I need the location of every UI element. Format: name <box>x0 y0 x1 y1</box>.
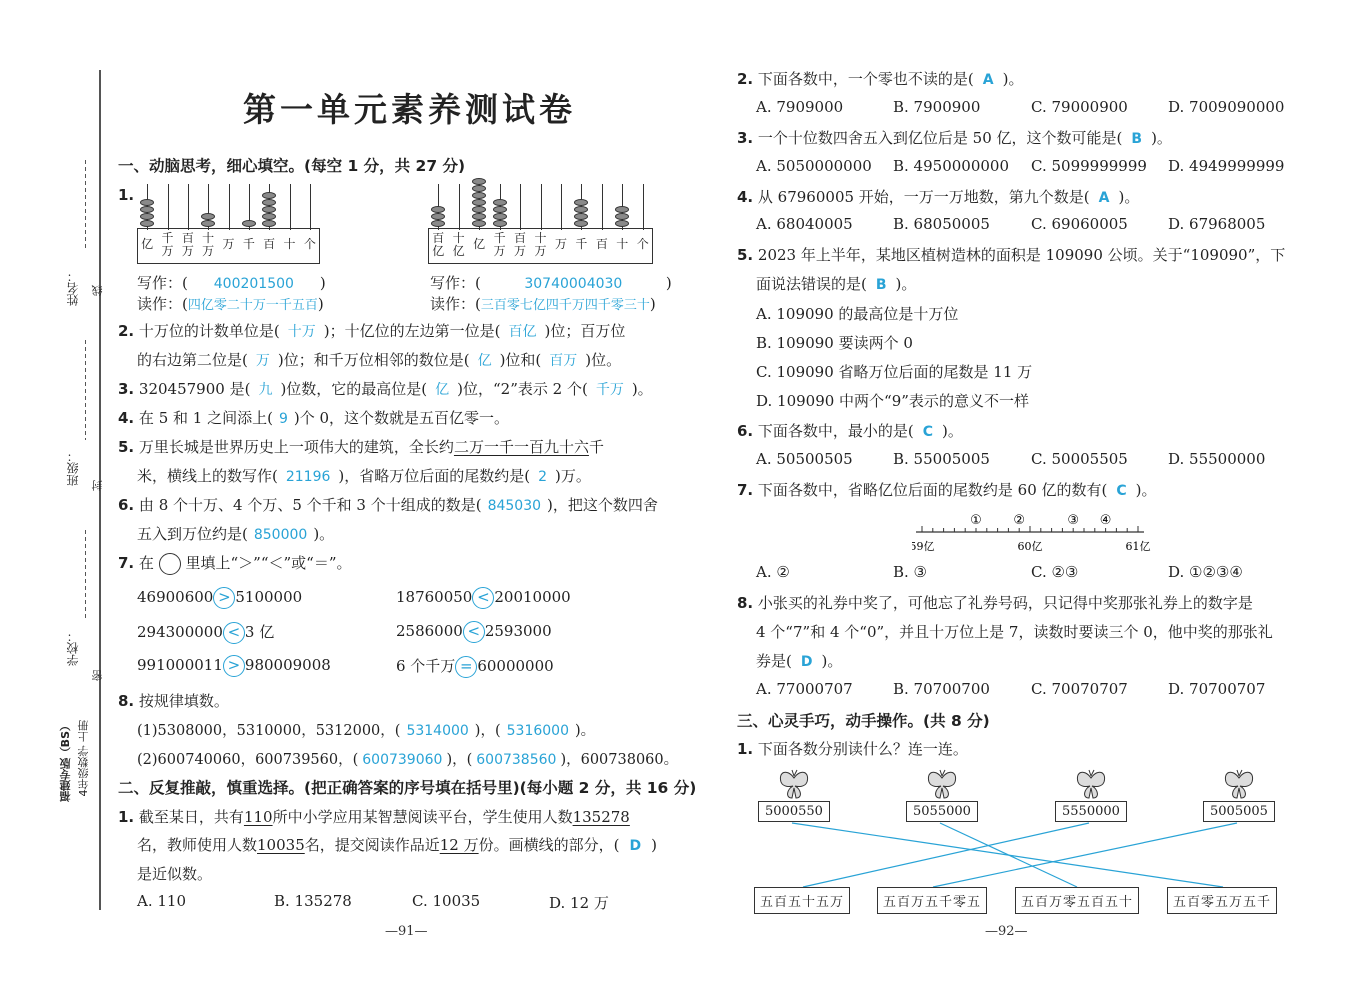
abacus-place-label: 百 万 <box>514 231 527 258</box>
q2-line-2: 的右边第二位是( 万 )位；和千万位相邻的数位是( 亿 )位和( 百万 )位。 <box>137 351 622 369</box>
choice-option: D. 70700707 <box>1168 680 1266 698</box>
abacus-place-label: 千 万 <box>493 231 506 258</box>
abacus-place-label: 亿 <box>141 237 154 251</box>
comparison-left: 6 个千万 <box>396 657 456 675</box>
number-box: 5000550 <box>758 801 830 822</box>
s2q1-line-1: 1. 截至某日，共有110所中小学应用某智慧阅读平台，学生使用人数135278 <box>118 808 630 826</box>
comparison-right: 980009008 <box>244 656 331 674</box>
abacus-place-label: 十 亿 <box>452 231 465 258</box>
choice-option: D. 109090 中两个“9”表示的意义不一样 <box>756 392 1029 410</box>
number-box: 5550000 <box>1055 801 1127 822</box>
match-line <box>933 823 1237 887</box>
choice-option: B. 135278 <box>274 892 352 910</box>
q5-line-2: 米，横线上的数写作( 21196 )，省略万位后面的尾数约是( 2 )万。 <box>137 467 591 485</box>
choice-option: A. 5050000000 <box>756 157 872 175</box>
number-line-tick-label: 60亿 <box>1017 540 1043 553</box>
comparison-right: 20010000 <box>494 588 571 606</box>
number-box: 5055000 <box>906 801 978 822</box>
comparison-right: 3 亿 <box>244 623 275 641</box>
read-line-1: 读作：(四亿零二十万一千五百) <box>137 295 324 313</box>
answer-write-2: 30740004030 <box>524 276 623 292</box>
abacus-place-label: 个 <box>303 237 316 251</box>
comparison-left: 991000011 <box>137 656 223 674</box>
answer-read-2: 三百零七亿四千万四千零三十 <box>480 298 650 313</box>
line-char: 线 <box>91 285 104 296</box>
read-line-2: 读作：(三百零七亿四千万四千零三十) <box>430 295 656 313</box>
abacus-place-label: 千 <box>242 237 255 251</box>
number-line-mark: ③ <box>1067 513 1080 528</box>
choice-option: C. 109090 省略万位后面的尾数是 11 万 <box>756 363 1033 381</box>
choice-option: B. 4950000000 <box>893 157 1009 175</box>
q8-instruction: 8. 按规律填数。 <box>118 692 229 710</box>
number-line-mark: ④ <box>1099 513 1112 528</box>
s2q5-line2: 面说法错误的是( B )。 <box>756 275 917 293</box>
number-line-mark: ② <box>1013 513 1026 528</box>
section3-heading: 三、心灵手巧，动手操作。(共 8 分) <box>737 712 990 730</box>
comparison-left: 294300000 <box>137 623 223 641</box>
section2-heading: 二、反复推敲，慎重选择。(把正确答案的序号填在括号里)(每小题 2 分，共 16 分) <box>118 779 697 797</box>
abacus-place-label: 百 <box>595 237 608 251</box>
q2-line-1: 2. 十万位的计数单位是( 十万 )；十亿位的左边第一位是( 百亿 )位；百万位 <box>118 322 626 340</box>
s2q1-line-3: 是近似数。 <box>137 865 213 883</box>
abacus-place-label: 十 <box>616 237 629 251</box>
comparison-sign: < <box>463 621 485 643</box>
number-box: 5005005 <box>1203 801 1275 822</box>
choice-option: B. 70700700 <box>893 680 990 698</box>
choice-option: D. 12 万 <box>549 894 609 912</box>
choice-option: C. 79000900 <box>1031 98 1128 116</box>
choice-option: B. 68050005 <box>893 215 990 233</box>
s2q5-line1: 5. 2023 年上半年，某地区植树造林的面积是 109090 公顷。关于“109090”，下 <box>737 246 1286 264</box>
number-line-mark: ① <box>970 513 982 528</box>
choice-option: C. 70070707 <box>1031 680 1128 698</box>
class-label: 班级： <box>66 450 80 486</box>
abacus-place-label: 十 <box>283 237 296 251</box>
q7-instruction: 7. 在 里填上“＞”“＜”或“＝”。 <box>118 552 352 575</box>
number-line-tick-label: 61亿 <box>1125 540 1151 553</box>
choice-option: A. 77000707 <box>756 680 853 698</box>
comparison-right: 2593000 <box>484 622 552 640</box>
s2q8-line2: 4 个“7”和 4 个“0”，并且十万位上是 7，读数时要读三个 0，他中奖的那张礼 <box>756 623 1273 641</box>
q5-line-1: 5. 万里长城是世界历史上一项伟大的建筑，全长约二万一千一百九十六千 <box>118 438 604 456</box>
abacus-place-label: 千 万 <box>161 231 174 258</box>
comparison-right: 5100000 <box>235 588 303 606</box>
choice-option: A. ② <box>756 563 790 581</box>
s2q4: 4. 从 67960005 开始，一万一万地数，第九个数是( A )。 <box>737 188 1140 206</box>
q6-line-1: 6. 由 8 个十万、4 个万、5 个千和 3 个十组成的数是( 845030 )，把这个数四舍 <box>118 496 658 514</box>
grade-book-label: 4年级数学 上册 <box>77 720 90 797</box>
abacus-place-label: 百 <box>263 237 276 251</box>
comparison-left: 46900600 <box>137 588 214 606</box>
q8-line-1: (1)5308000，5310000，5312000，( 5314000 )，( 5316000 )。 <box>137 723 596 739</box>
abacus-place-label: 个 <box>636 237 649 251</box>
s2q7: 7. 下面各数中，省略亿位后面的尾数约是 60 亿的数有( C )。 <box>737 481 1157 499</box>
choice-option: C. 50005505 <box>1031 450 1128 468</box>
match-line <box>940 823 1077 887</box>
choice-option: A. 68040005 <box>756 215 853 233</box>
abacus-place-label: 百 万 <box>181 231 194 258</box>
s2q8-line3: 券是( D )。 <box>756 652 843 670</box>
abacus-place-label: 亿 <box>473 237 486 251</box>
choice-option: A. 109090 的最高位是十万位 <box>756 305 959 323</box>
comparison-sign: = <box>455 656 477 678</box>
abacus-place-label: 千 <box>575 237 588 251</box>
abacus-place-label: 万 <box>554 237 567 251</box>
number-line-tick-label: 59亿 <box>912 540 935 553</box>
school-label: 学校： <box>66 630 80 666</box>
choice-option: C. 69060005 <box>1031 215 1128 233</box>
choice-option: C. 10035 <box>412 892 481 910</box>
secret-char: 密 <box>91 670 104 681</box>
q8-line-2: (2)600740060，600739560，( 600739060 )，( 600738560 )，600738060。 <box>137 752 679 768</box>
choice-option: D. 7009090000 <box>1168 98 1285 116</box>
comparison-sign: > <box>213 587 235 609</box>
s2q8-line1: 8. 小张买的礼券中奖了，可他忘了礼券号码，只记得中奖那张礼券上的数字是 <box>737 594 1253 612</box>
reading-box: 五百零五万五千 <box>1167 887 1277 914</box>
comparison-left: 2586000 <box>396 622 463 640</box>
reading-box: 五百万零五百五十 <box>1015 887 1139 914</box>
section1-heading: 一、动脑思考，细心填空。(每空 1 分，共 27 分) <box>118 157 466 175</box>
name-label: 姓名： <box>66 270 80 306</box>
abacus-place-label: 十 万 <box>534 231 547 258</box>
answer-write-1: 400201500 <box>213 276 294 292</box>
choice-option: C. ②③ <box>1031 563 1079 581</box>
comparison-sign: < <box>223 622 245 644</box>
q6-line-2: 五入到万位约是( 850000 )。 <box>137 525 335 543</box>
choice-option: A. 50500505 <box>756 450 853 468</box>
write-line-2: 写作：( 30740004030 ) <box>430 274 672 292</box>
choice-option: B. 55005005 <box>893 450 990 468</box>
match-line <box>803 823 1089 887</box>
q1-number: 1. <box>118 186 135 204</box>
choice-option: D. ①②③④ <box>1168 563 1243 581</box>
q4: 4. 在 5 和 1 之间添上( 9 )个 0，这个数就是五百亿零一。 <box>118 409 510 427</box>
abacus-place-label: 万 <box>222 237 235 251</box>
page-title: 第一单元素养测试卷 <box>243 90 576 129</box>
edition-label: 福建专版（BS） <box>59 720 72 803</box>
reading-box: 五百万五千零五 <box>877 887 987 914</box>
comparison-sign: > <box>223 655 245 677</box>
q3: 3. 320457900 是( 九 )位数，它的最高位是( 亿 )位，“2”表示 2 个( 千万 )。 <box>118 380 653 398</box>
seal-char: 封 <box>91 480 104 491</box>
page-number-right: —92— <box>985 924 1028 939</box>
page-number-left: —91— <box>385 924 428 939</box>
s3q1: 1. 下面各数分别读什么？连一连。 <box>737 740 968 758</box>
write-line-1: 写作：( 400201500 ) <box>137 274 326 292</box>
choice-option: B. ③ <box>893 563 928 581</box>
choice-option: B. 109090 要读两个 0 <box>756 334 913 352</box>
comparison-sign: < <box>472 587 494 609</box>
s2q1-line-2: 名，教师使用人数10035名，提交阅读作品近12 万份。画横线的部分，( D ) <box>137 836 657 854</box>
comparison-right: 60000000 <box>477 657 554 675</box>
abacus-place-label: 百 亿 <box>432 231 445 258</box>
choice-option: D. 55500000 <box>1168 450 1266 468</box>
comparison-left: 18760050 <box>396 588 473 606</box>
choice-option: A. 7909000 <box>756 98 844 116</box>
choice-option: C. 5099999999 <box>1031 157 1147 175</box>
abacus-place-label: 十 万 <box>202 231 215 258</box>
s2q6: 6. 下面各数中，最小的是( C )。 <box>737 422 963 440</box>
choice-option: A. 110 <box>137 892 186 910</box>
choice-option: D. 4949999999 <box>1168 157 1285 175</box>
s2q2: 2. 下面各数中，一个零也不读的是( A )。 <box>737 70 1024 88</box>
choice-option: B. 7900900 <box>893 98 981 116</box>
reading-box: 五百五十五万 <box>754 887 850 914</box>
choice-option: D. 67968005 <box>1168 215 1266 233</box>
s2q3: 3. 一个十位数四舍五入到亿位后是 50 亿，这个数可能是( B )。 <box>737 129 1172 147</box>
answer-read-1: 四亿零二十万一千五百 <box>187 298 318 313</box>
